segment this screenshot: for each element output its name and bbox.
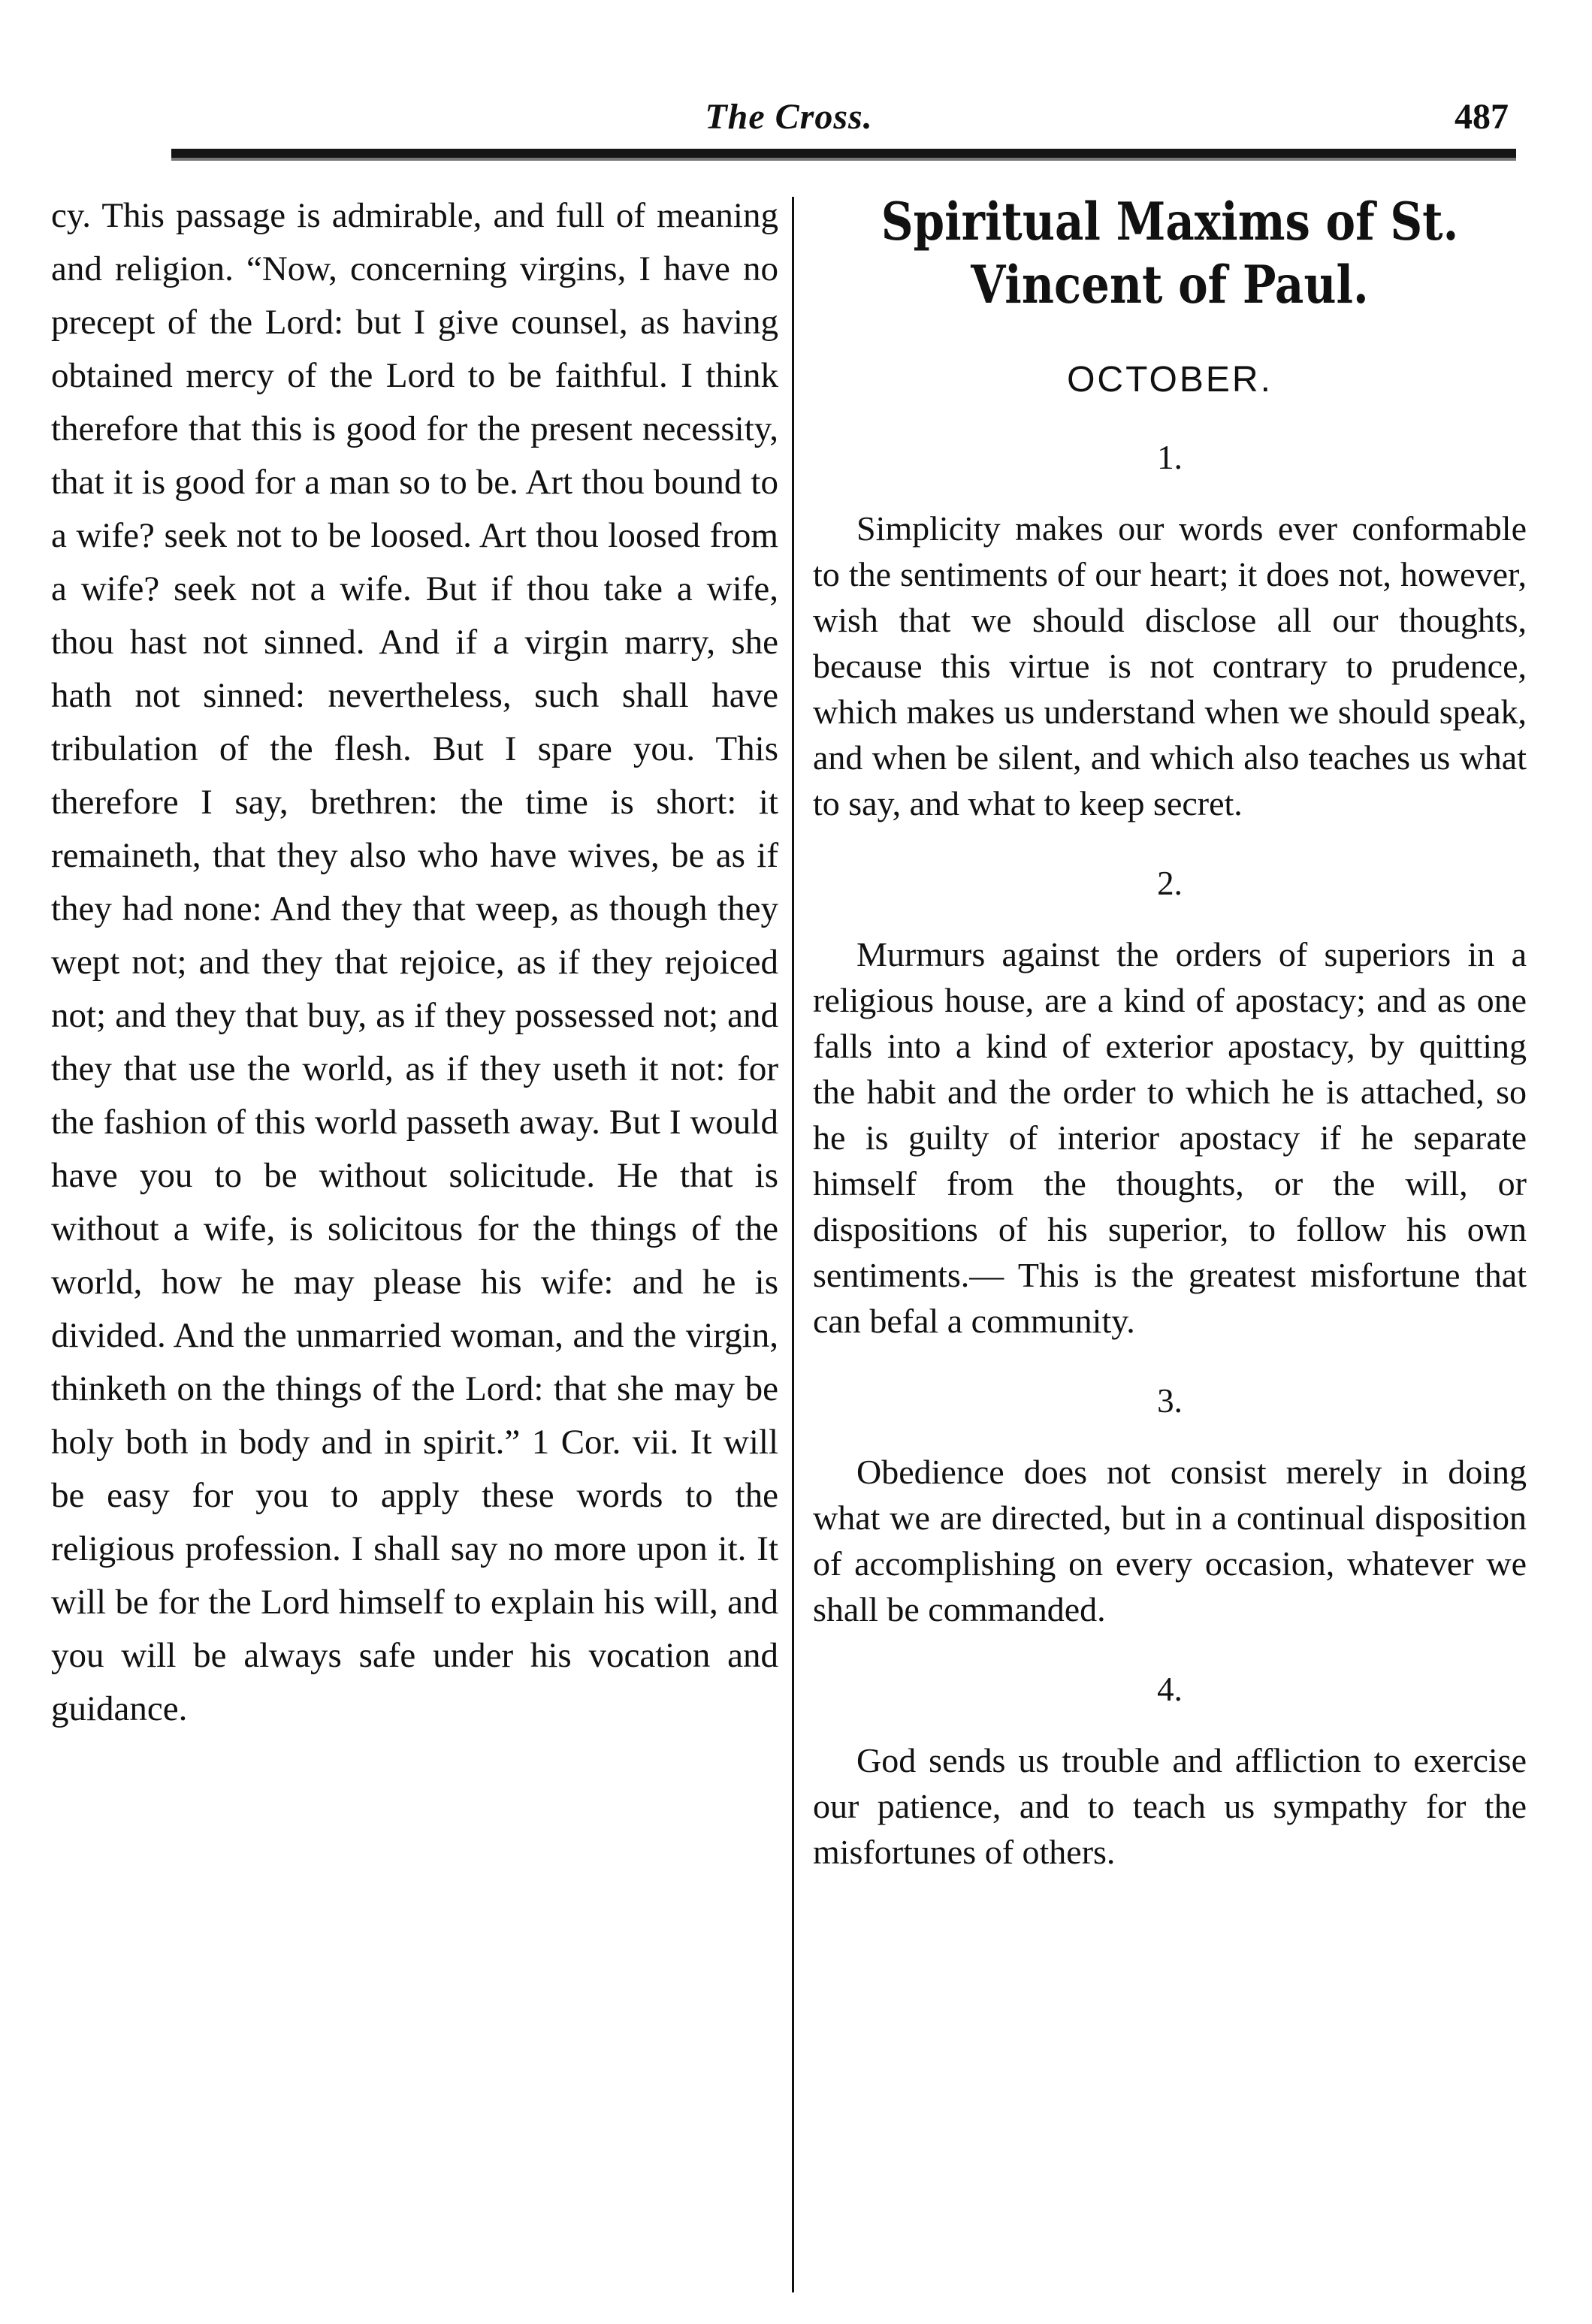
maxim-item (813, 438, 1527, 826)
maxim-number: 4. (1157, 1671, 1183, 1708)
running-header (53, 89, 1525, 149)
running-title: The Cross. (705, 97, 873, 137)
maxim-text: Obedience does not consist merely in doing what we are directed, but in a continual disposition of accomplishing on every occasion, whatever we shall be commanded. (813, 1453, 1527, 1628)
right-column (813, 191, 1527, 1875)
left-column (51, 189, 778, 1736)
maxim-item (813, 864, 1527, 1344)
header-rule (171, 149, 1516, 158)
page-number: 487 (1455, 97, 1509, 137)
maxim-text: Murmurs against the orders of superiors in a religious house, are a kind of apostacy; and as one falls into a kind of exterior apostacy, by quitting the habit and the order to which he is attached, so he is guilty of interior apostacy if he separate himself from the thoughts, or the will, or dispositions of his superior, to follow his own sentiments.— This is the greatest misfortune that can befal a community. (813, 935, 1527, 1340)
maxim-text: Simplicity makes our words ever conformable to the sentiments of our heart; it does not, however, wish that we should disclose all our thoughts, because this virtue is not contrary to prudence, which makes us understand when we should speak, and when be silent, and which also teaches us what to say, and what to keep secret. (813, 509, 1527, 822)
article-title: Spiritual Maxims of St. Vincent of Paul. (881, 192, 1459, 315)
body-text: cy. This passage is admirable, and full of meaning and religion. “Now, concerning virgins, I have no precept of the Lord: but I give counsel, as having obtained mercy of the Lord to be faithful. I think therefore that this is good for the present necessity, that it is good for a man so to be. Art thou bound to a wife? seek not to be loosed. Art thou loosed from a wife? seek not a wife. But if thou take a wife, thou hast not sinned. And if a virgin marry, she hath not sinned: nevertheless, such shall have tribulation of the flesh. But I spare you. This therefore I say, brethren: the time is short: it remaineth, that they also who have wives, be as if they had none: And they that weep, as though they wept not; and they that rejoice, as if they rejoiced not; and they that buy, as if they possessed not; and they that use the world, as if they useth it not: for the fashion of this world passeth away. But I would have you to be without solicitude. He that is without a wife, is solicitous for the things of the world, how he may please his wife: and he is divided. And the unmarried woman, and the virgin, thinketh on the things of the Lord: that she may be holy both in body and in spirit.” 1 Cor. vii. It will be easy for you to apply these words to the religious profession. I shall say no more upon it. It will be for the Lord himself to explain his will, and you will be always safe under his vocation and guidance. (51, 196, 778, 1728)
maxim-number: 1. (1157, 439, 1183, 476)
maxim-number: 3. (1157, 1382, 1183, 1420)
maxim-item (813, 1381, 1527, 1632)
maxim-text: God sends us trouble and affliction to exercise our patience, and to teach us sympathy for the misfortunes of others. (813, 1741, 1527, 1871)
month-heading: OCTOBER. (1067, 360, 1273, 400)
maxim-number: 2. (1157, 865, 1183, 902)
maxim-item (813, 1670, 1527, 1875)
column-divider (792, 197, 794, 2292)
